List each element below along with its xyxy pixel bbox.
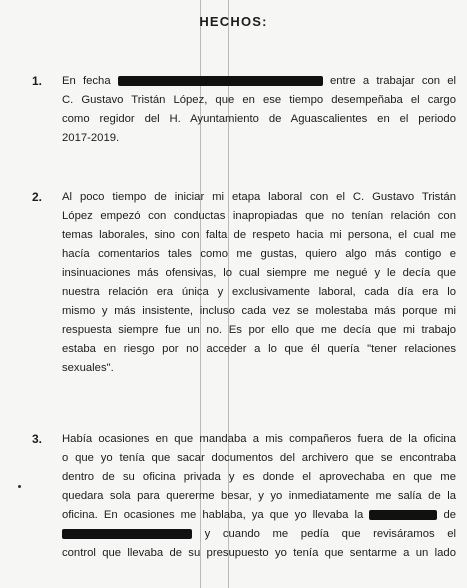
text-line: Al poco tiempo de iniciar mi etapa laboral con el C. Gustavo Tristán [62, 191, 456, 203]
text-line: o que yo tenía que sacar documentos del archivero que se encontraba [62, 452, 456, 464]
text-segment: entre a trabajar con el [329, 75, 456, 87]
text-segment: oficina. En ocasiones me hablaba, ya que yo llevaba la [62, 509, 364, 521]
text-line: sexuales". [62, 362, 114, 374]
text-line: C. Gustavo Tristán López, que en ese tiempo desempeñaba el cargo [62, 94, 456, 106]
paragraph-number: 1. [32, 74, 43, 88]
paragraph-3 [16, 430, 456, 563]
text-line: dentro de su oficina privada y es donde el aprovechaba en que me [62, 471, 456, 483]
text-line: hacía comentarios tales como me gustas, quiero algo más contigo e [62, 248, 456, 260]
text-segment: En fecha [62, 75, 111, 87]
text-line: Había ocasiones en que mandaba a mis compañeros fuera de la oficina [62, 433, 456, 445]
text-line [16, 506, 456, 525]
text-line: quedara sola para quererme besar, y yo inmediatamente me salía de la [62, 490, 456, 502]
text-line: respuesta siempre fue un no. Es por ello que me decía que mi trabajo [62, 324, 456, 336]
paragraph-number: 2. [32, 190, 43, 204]
text-line: como regidor del H. Ayuntamiento de Aguascalientes en el periodo [62, 113, 456, 125]
text-line: insinuaciones más ofensivas, lo cual siempre me negué y le decía que [62, 267, 456, 279]
paragraph-1 [16, 72, 456, 148]
redaction-bar [369, 510, 437, 520]
paragraph-2 [16, 188, 456, 378]
redaction-bar [118, 76, 323, 86]
text-line: mismo y más insistente, incluso cada vez se molestaba más porque mi [62, 305, 456, 317]
text-line: control que llevaba de su presupuesto yo tenía que sentarme a un lado [62, 547, 456, 559]
text-line: López empezó con conductas inapropiadas que no tenían relación con [62, 210, 456, 222]
stray-mark [18, 485, 21, 488]
text-line: nuestra relación era única y exclusivamente laboral, cada día era lo [62, 286, 456, 298]
text-line: estaba en riesgo por no acceder a lo que él quería "tener relaciones [62, 343, 456, 355]
text-line: temas laborales, sino con falta de respeto hacia mi persona, el cual me [62, 229, 456, 241]
text-segment: de [443, 509, 457, 521]
section-title: HECHOS: [199, 14, 268, 29]
redaction-bar [62, 529, 192, 539]
text-line [16, 525, 456, 544]
text-segment: y cuando me pedía que revisáramos el [204, 528, 457, 540]
text-line: 2017-2019. [62, 132, 120, 144]
text-line [16, 72, 456, 91]
paragraph-number: 3. [32, 432, 43, 446]
